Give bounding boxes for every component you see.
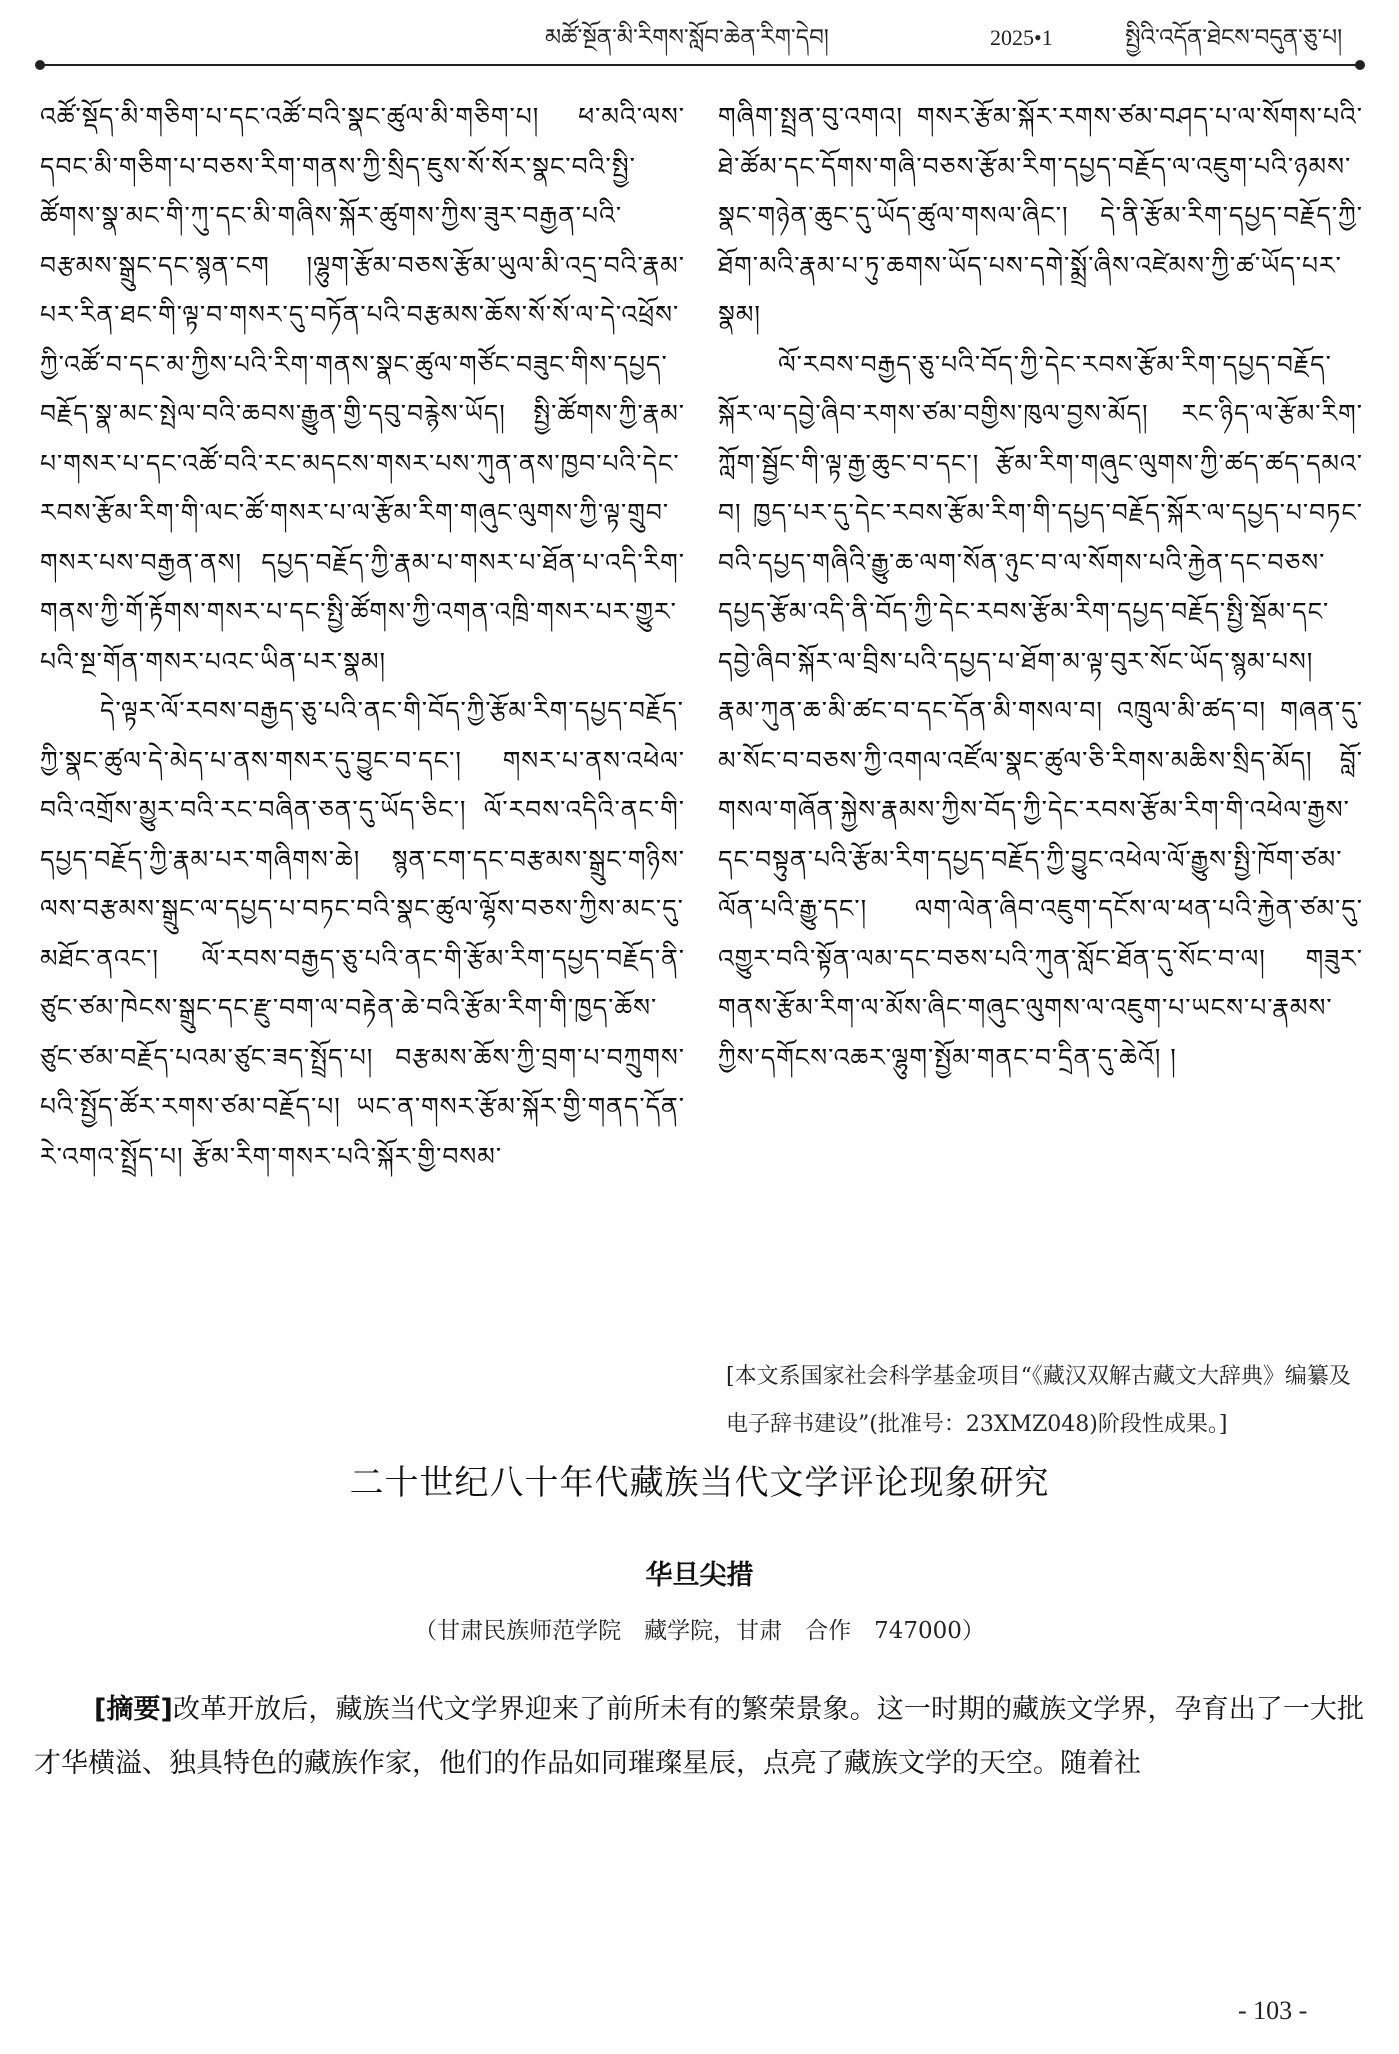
header-rule: [40, 64, 1360, 66]
issue-series: སྤྱིའི་འདོན་ཐེངས་བདུན་ཅུ་པ།: [1125, 25, 1343, 51]
article-author: 华旦尖措: [645, 1560, 754, 1591]
rule-dot-right: [1355, 60, 1365, 70]
right-column: [718, 92, 1363, 1082]
abstract: [34, 1683, 1364, 1791]
issue-number: 2025•1: [990, 25, 1053, 50]
funding-note: [本文系国家社会科学基金项目“《藏汉双解古藏文大辞典》编纂及电子辞书建设”(批准号：23XMZ048)阶段性成果。]: [726, 1364, 1351, 1437]
page-number: - 103 -: [1238, 1996, 1308, 2025]
left-column: [40, 92, 685, 1181]
left-paragraph-2: དེ་ལྟར་ལོ་རབས་བརྒྱད་ཅུ་པའི་ནང་གི་བོད་ཀྱི་རྩོམ་རིག་དཔྱད་བརྗོད་ཀྱི་སྣང་ཚུལ་དེ་མེད་པ་ནས་གསར་དུ་བྱུང་བ་དང་། གསར་པ་ནས་འཕེལ་བའི་འགྲོས་མྱུར་བའི་རང་བཞིན་ཅན་དུ་ཡོད་ཅིང་། ལོ་རབས་འདིའི་ནང་གི་དཔྱད་བརྗོད་ཀྱི་རྣམ་པར་གཞིགས་ཆེ། སྙན་ངག་དང་བརྩམས་སྒྲུང་གཉིས་ལས་བརྩམས་སྒྲུང་ལ་དཔྱད་པ་བཏང་བའི་སྣང་ཚུལ་ལྷོས་བཅས་ཀྱིས་མང་དུ་མཐོང་ནའང་། ལོ་རབས་བརྒྱད་ཅུ་པའི་ནང་གི་རྩོམ་རིག་དཔྱད་བརྗོད་ནི་ཙུང་ཙམ་ཁེངས་སྒྲུང་དང་རྫུ་བག་ལ་བརྟེན་ཆེ་བའི་རྩོམ་རིག་གི་ཁྱད་ཆོས་ཙུང་ཙམ་བརྗོད་པའམ་ཙུང་ཟད་སྤྲོད་པ། བརྩམས་ཆོས་ཀྱི་བྲག་པ་བཀྲུགས་པའི་སྤྱོད་ཚོར་རགས་ཙམ་བརྗོད་པ། ཡང་ན་གསར་རྩོམ་སྐོར་གྱི་གནད་དོན་རེ་འགའ་སྤྲོད་པ། རྩོམ་རིག་གསར་པའི་སྐོར་གྱི་བསམ་: [40, 696, 685, 1171]
abstract-text: 改革开放后，藏族当代文学界迎来了前所未有的繁荣景象。这一时期的藏族文学界，孕育出了一大批才华横溢、独具特色的藏族作家，他们的作品如同璀璨星辰，点亮了藏族文学的天空。随着社: [34, 1694, 1365, 1779]
running-header: [40, 18, 1360, 58]
right-paragraph-1: གཞིག་སྤྲན་བུ་འགའ། གསར་རྩོམ་སྐོར་རགས་ཙམ་བཤད་པ་ལ་སོགས་པའི་ཐེ་ཚོམ་དང་དོགས་གཞི་བཅས་རྩོམ་རིག་དཔྱད་བརྗོད་ལ་འཇུག་པའི་ཉམས་སྣང་གཉེན་ཆུང་དུ་ཡོད་ཚུལ་གསལ་ཞིང་། དེ་ནི་རྩོམ་རིག་དཔྱད་བརྗོད་ཀྱི་ཐོག་མའི་རྣམ་པ་ཏུ་ཆགས་ཡོད་པས་དགེ་སྨྲོ་ཞིས་འཛེམས་ཀྱི་ཚ་ཡོད་པར་སྣམ།: [718, 102, 1363, 329]
right-paragraph-2: ལོ་རབས་བརྒྱད་ཅུ་པའི་བོད་ཀྱི་དེང་རབས་རྩོམ་རིག་དཔྱད་བརྗོད་སྐོར་ལ་དབྱེ་ཞིབ་རགས་ཙམ་བགྱིས་ཁུལ་བྱས་མོད། རང་ཉིད་ལ་རྩོམ་རིག་ཀློག་སྦྱོང་གི་ལྟ་རྒྱ་ཆུང་བ་དང་། རྩོམ་རིག་གཞུང་ལུགས་ཀྱི་ཚད་ཚད་དམའ་བ། ཁྱད་པར་དུ་དེང་རབས་རྩོམ་རིག་གི་དཔྱད་བརྗོད་སྐོར་ལ་དཔྱད་པ་བཏང་བའི་དཔྱད་གཞིའི་རྒྱུ་ཆ་ལག་སོན་ཉུང་བ་ལ་སོགས་པའི་རྐྱེན་དང་བཅས་དཔྱད་རྩོམ་འདི་ནི་བོད་ཀྱི་དེང་རབས་རྩོམ་རིག་དཔྱད་བརྗོད་སྤྱི་སྡོམ་དང་དབྱེ་ཞིབ་སྐོར་ལ་བྲིས་པའི་དཔྱད་པ་ཐོག་མ་ལྟ་བུར་སོང་ཡོད་སྙམ་པས། རྣམ་ཀུན་ཆ་མི་ཚང་བ་དང་དོན་མི་གསལ་བ། འཁྲུལ་མི་ཚད་བ། གཞན་དུ་མ་སོང་བ་བཅས་ཀྱི་འགལ་འཛོལ་སྣང་ཚུལ་ཅི་རིགས་མཆིས་སྲིད་མོད། བློ་གསལ་གཞོན་སྐྱེས་རྣམས་ཀྱིས་བོད་ཀྱི་དེང་རབས་རྩོམ་རིག་གི་འཕེལ་རྒྱས་དང་བསྟུན་པའི་རྩོམ་རིག་དཔྱད་བརྗོད་ཀྱི་བྱུང་འཕེལ་ལོ་རྒྱུས་སྤྱི་ཁོག་ཙམ་ལོན་པའི་རྒྱུ་དང་། ལག་ལེན་ཞིབ་འཇུག་དངོས་ལ་ཕན་པའི་རྐྱེན་ཙམ་དུ་འགྱུར་བའི་སྟོན་ལམ་དང་བཅས་པའི་ཀུན་སློང་ཐོན་དུ་སོང་བ་ལ། གཟུར་གནས་རྩོམ་རིག་ལ་མོས་ཞིང་གཞུང་ལུགས་ལ་འཇུག་པ་ཡངས་པ་རྣམས་ཀྱིས་དགོངས་འཆར་ལྷུག་སྤྱོམ་གནང་བ་དྲིན་དུ་ཆེའོ། །: [718, 349, 1363, 1072]
article-title: 二十世纪八十年代藏族当代文学评论现象研究: [349, 1463, 1050, 1503]
author-affiliation: （甘肃民族师范学院 藏学院，甘肃 合作 747000）: [414, 1618, 985, 1644]
rule-dot-left: [35, 60, 45, 70]
left-paragraph-1: འཚོ་སྡོད་མི་གཅིག་པ་དང་འཚོ་བའི་སྣང་ཚུལ་མི་གཅིག་པ། ཕ་མའི་ལས་དབང་མི་གཅིག་པ་བཅས་རིག་གནས་ཀྱི་སྲིད་ཇུས་སོ་སོར་སྣང་བའི་སྤྱི་ཚོགས་སྣ་མང་གི་ཀུ་དང་མི་གཞིས་སྐོར་ཚུགས་ཀྱིས་ཟུར་བརྒྱན་པའི་བརྩམས་སྒྲུང་དང་སྙན་ངག །ལྷུག་རྩོམ་བཅས་རྩོམ་ཡུལ་མི་འདྲ་བའི་རྣམ་པར་རིན་ཐང་གི་ལྟ་བ་གསར་དུ་བཏོན་པའི་བརྩམས་ཆོས་སོ་སོ་ལ་དེ་འཕྲོས་ཀྱི་འཚོ་བ་དང་མ་ཀྱིས་པའི་རིག་གནས་སྣང་ཚུལ་གཙོང་བཟུང་གིས་དཔྱད་བརྗོད་སྣ་མང་སྤེལ་བའི་ཆབས་རྒྱུན་གྱི་དབུ་བརྙེས་ཡོད། སྤྱི་ཚོགས་ཀྱི་རྣམ་པ་གསར་པ་དང་འཚོ་བའི་རང་མདངས་གསར་པས་ཀུན་ནས་ཁྱབ་པའི་དེང་རབས་རྩོམ་རིག་གི་ལང་ཚོ་གསར་པ་ལ་རྩོམ་རིག་གཞུང་ལུགས་ཀྱི་ལྟ་གྲུབ་གསར་པས་བརྒྱན་ནས། དཔྱད་བརྗོད་ཀྱི་རྣམ་པ་གསར་པ་ཐོན་པ་འདི་རིག་གནས་ཀྱི་གོ་རྟོགས་གསར་པ་དང་སྤྱི་ཚོགས་ཀྱི་འགན་འཁྲི་གསར་པར་གྱུར་པའི་སྔ་གོན་གསར་པའང་ཡིན་པར་སྣམ།: [40, 102, 685, 676]
journal-name: མཚོ་སྔོན་མི་རིགས་སློབ་ཆེན་རིག་དེབ།: [545, 25, 829, 51]
abstract-label: [摘要]: [94, 1694, 173, 1725]
